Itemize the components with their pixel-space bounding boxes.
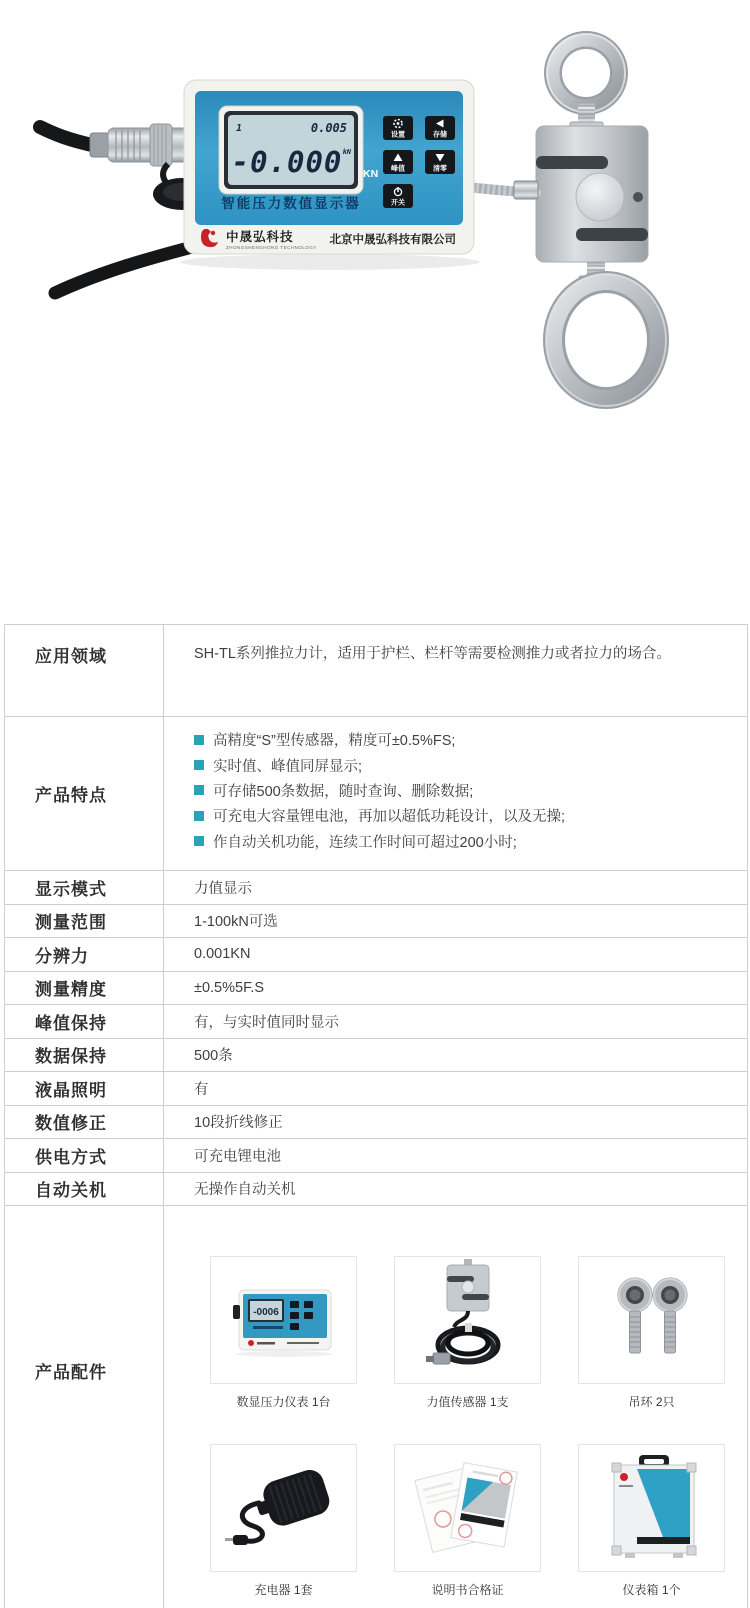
row-lcd-backlight: 液晶照明 有 [5, 1072, 747, 1106]
product-photo [0, 0, 750, 450]
settings-button [383, 116, 413, 140]
feature-item: 实时值、峰值同屏显示; [194, 752, 747, 777]
zero-button [425, 150, 455, 174]
accessory-image-case [578, 1444, 725, 1572]
lcd-peak-value: 0.005 [310, 121, 347, 135]
row-features [5, 717, 747, 871]
svg-text:开关: 开关 [391, 199, 405, 207]
svg-text:清零: 清零 [433, 165, 447, 173]
svg-text:存储: 存储 [433, 131, 447, 139]
kn-unit-label: KN [363, 168, 379, 180]
accessory-caption: 吊环 2只 [628, 1395, 675, 1409]
lcd-screen [219, 106, 363, 194]
accessory-item-meter [210, 1256, 357, 1410]
feature-list [164, 717, 747, 870]
accessory-item-rings [578, 1256, 725, 1410]
lcd-unit-small: kN [342, 148, 351, 156]
spec-table [4, 624, 748, 1608]
bullet-square-icon [194, 836, 204, 846]
rod-end-ring [653, 1278, 687, 1353]
accessory-image-meter [210, 1256, 357, 1384]
bullet-square-icon [194, 811, 204, 821]
accessory-caption: 力值传感器 1支 [426, 1395, 509, 1409]
row-label: 应用领域 [5, 625, 164, 716]
accessory-caption: 数显压力仪表 1台 [236, 1395, 331, 1409]
bullet-square-icon [194, 760, 204, 770]
row-auto-off: 自动关机 无操作自动关机 [5, 1173, 747, 1207]
brand-name: 中晟弘科技 [226, 230, 294, 244]
rod-end-ring [618, 1278, 652, 1353]
store-button [425, 116, 455, 140]
accessory-image-manual [394, 1444, 541, 1572]
s-type-sensor-block [536, 126, 648, 262]
lcd-main-value: -0.000 [231, 145, 343, 179]
feature-item: 可充电大容量锂电池，再加以超低功耗设计，以及无操; [194, 803, 747, 828]
row-accessories: 产品配件 -0006 数显压力仪表 1台 力值传感器 1支 吊环 2只 充电器 1套 说明书合格证 仪表箱 1个 [5, 1206, 747, 1608]
row-value-correction: 数值修正 10段折线修正 [5, 1106, 747, 1140]
feature-item: 作自动关机功能，连续工作时间可超过200小时; [194, 829, 747, 854]
accessory-image-sensor [394, 1256, 541, 1384]
peak-button [383, 150, 413, 174]
power-button [383, 184, 413, 208]
bullet-square-icon [194, 735, 204, 745]
row-label: 产品特点 [5, 717, 164, 870]
accessory-item-sensor [394, 1256, 541, 1410]
accessory-caption: 充电器 1套 [254, 1583, 313, 1597]
row-resolution: 分辨力 0.001KN [5, 938, 747, 972]
feature-item: 高精度“S”型传感器，精度可±0.5%FS; [194, 727, 747, 752]
company-name: 北京中晟弘科技有限公司 [329, 234, 456, 246]
row-peak-hold: 峰值保持 有，与实时值同时显示 [5, 1005, 747, 1039]
row-data-hold: 数据保持 500条 [5, 1039, 747, 1073]
row-application [5, 625, 747, 717]
feature-item: 可存储500条数据，随时查询、删除数据; [194, 778, 747, 803]
display-device [40, 80, 480, 293]
bottom-eye-ring [546, 274, 666, 406]
load-cell-assembly [458, 34, 666, 406]
accessory-item-case [578, 1444, 725, 1598]
top-eye-bolt [547, 34, 625, 130]
svg-text:设置: 设置 [391, 131, 405, 139]
row-accuracy: 测量精度 ±0.5%5F.S [5, 972, 747, 1006]
svg-text:峰值: 峰值 [391, 165, 405, 173]
row-value: SH-TL系列推拉力计，适用于护栏、栏杆等需要检测推力或者拉力的场合。 [194, 646, 671, 662]
row-power-supply: 供电方式 可充电锂电池 [5, 1139, 747, 1173]
row-display-mode: 显示模式 力值显示 [5, 871, 747, 905]
accessory-image-rings [578, 1256, 725, 1384]
accessory-image-charger [210, 1444, 357, 1572]
row-measure-range: 测量范围 1-100kN可选 [5, 905, 747, 939]
accessory-caption: 说明书合格证 [431, 1583, 504, 1597]
accessory-caption: 仪表箱 1个 [622, 1583, 681, 1597]
lcd-channel: 1 [236, 123, 243, 134]
accessory-item-manual [394, 1444, 541, 1598]
power-cable [55, 246, 196, 293]
device-screen-title: 智能压力数值显示器 [221, 196, 361, 211]
brand-name-en: ZHONGSHENGHONG TECHNOLOGY [226, 245, 317, 250]
accessory-item-charger [210, 1444, 357, 1598]
accessory-grid [164, 1206, 747, 1608]
mini-lcd-value: -0006 [253, 1307, 279, 1318]
bullet-square-icon [194, 785, 204, 795]
